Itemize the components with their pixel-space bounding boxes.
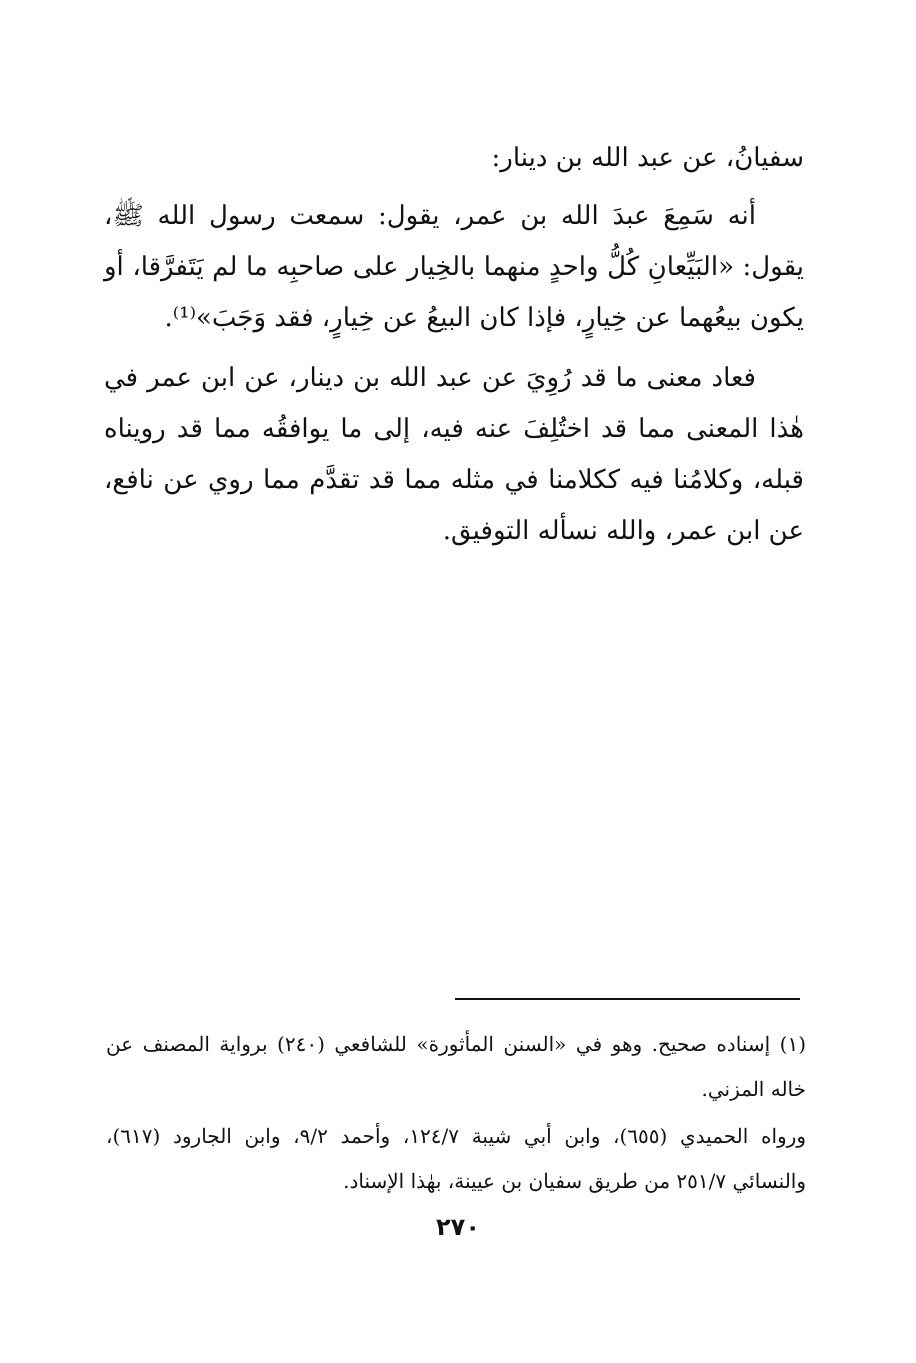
hadith-paragraph: أنه سَمِعَ عبدَ الله بن عمر، يقول: سمعت رسول الله ﷺ، يقول: «البَيِّعانِ كُلُّ واحدٍ منهما بالخِيار على صاحبِه ما لم يَتَفرَّقا، أو يكون بيعُهما عن خِيارٍ، فإذا كان البيعُ عن خِيارٍ، فقد وَجَبَ»⁽¹⁾.	[104, 201, 804, 333]
footnote-1-continuation: ورواه الحميدي (٦٥٥)، وابن أبي شيبة ١٢٤/٧، وأحمد ٩/٢، وابن الجارود (٦١٧)، والنسائي ٢٥١/٧ من طريق سفيان بن عيينة، بهٰذا الإسناد.	[106, 1124, 807, 1193]
commentary-paragraph: فعاد معنى ما قد رُوِيَ عن عبد الله بن دينار، عن ابن عمر في هٰذا المعنى مما قد اختُلِفَ عنه فيه، إلى ما يوافقُه مما قد رويناه قبله، وكلامُنا فيه ككلامنا في مثله مما قد تقدَّم مما روي عن نافع، عن ابن عمر، والله نسأله التوفيق.	[104, 363, 804, 546]
page-number: ٢٧٠	[436, 1213, 480, 1241]
footnote-divider	[455, 998, 800, 1000]
footnote-1: (١) إسناده صحيح. وهو في «السنن المأثورة» للشافعي (٢٤٠) برواية المصنف عن خاله المزني.	[106, 1032, 806, 1101]
intro-line: سفيانُ، عن عبد الله بن دينار:	[491, 143, 804, 173]
